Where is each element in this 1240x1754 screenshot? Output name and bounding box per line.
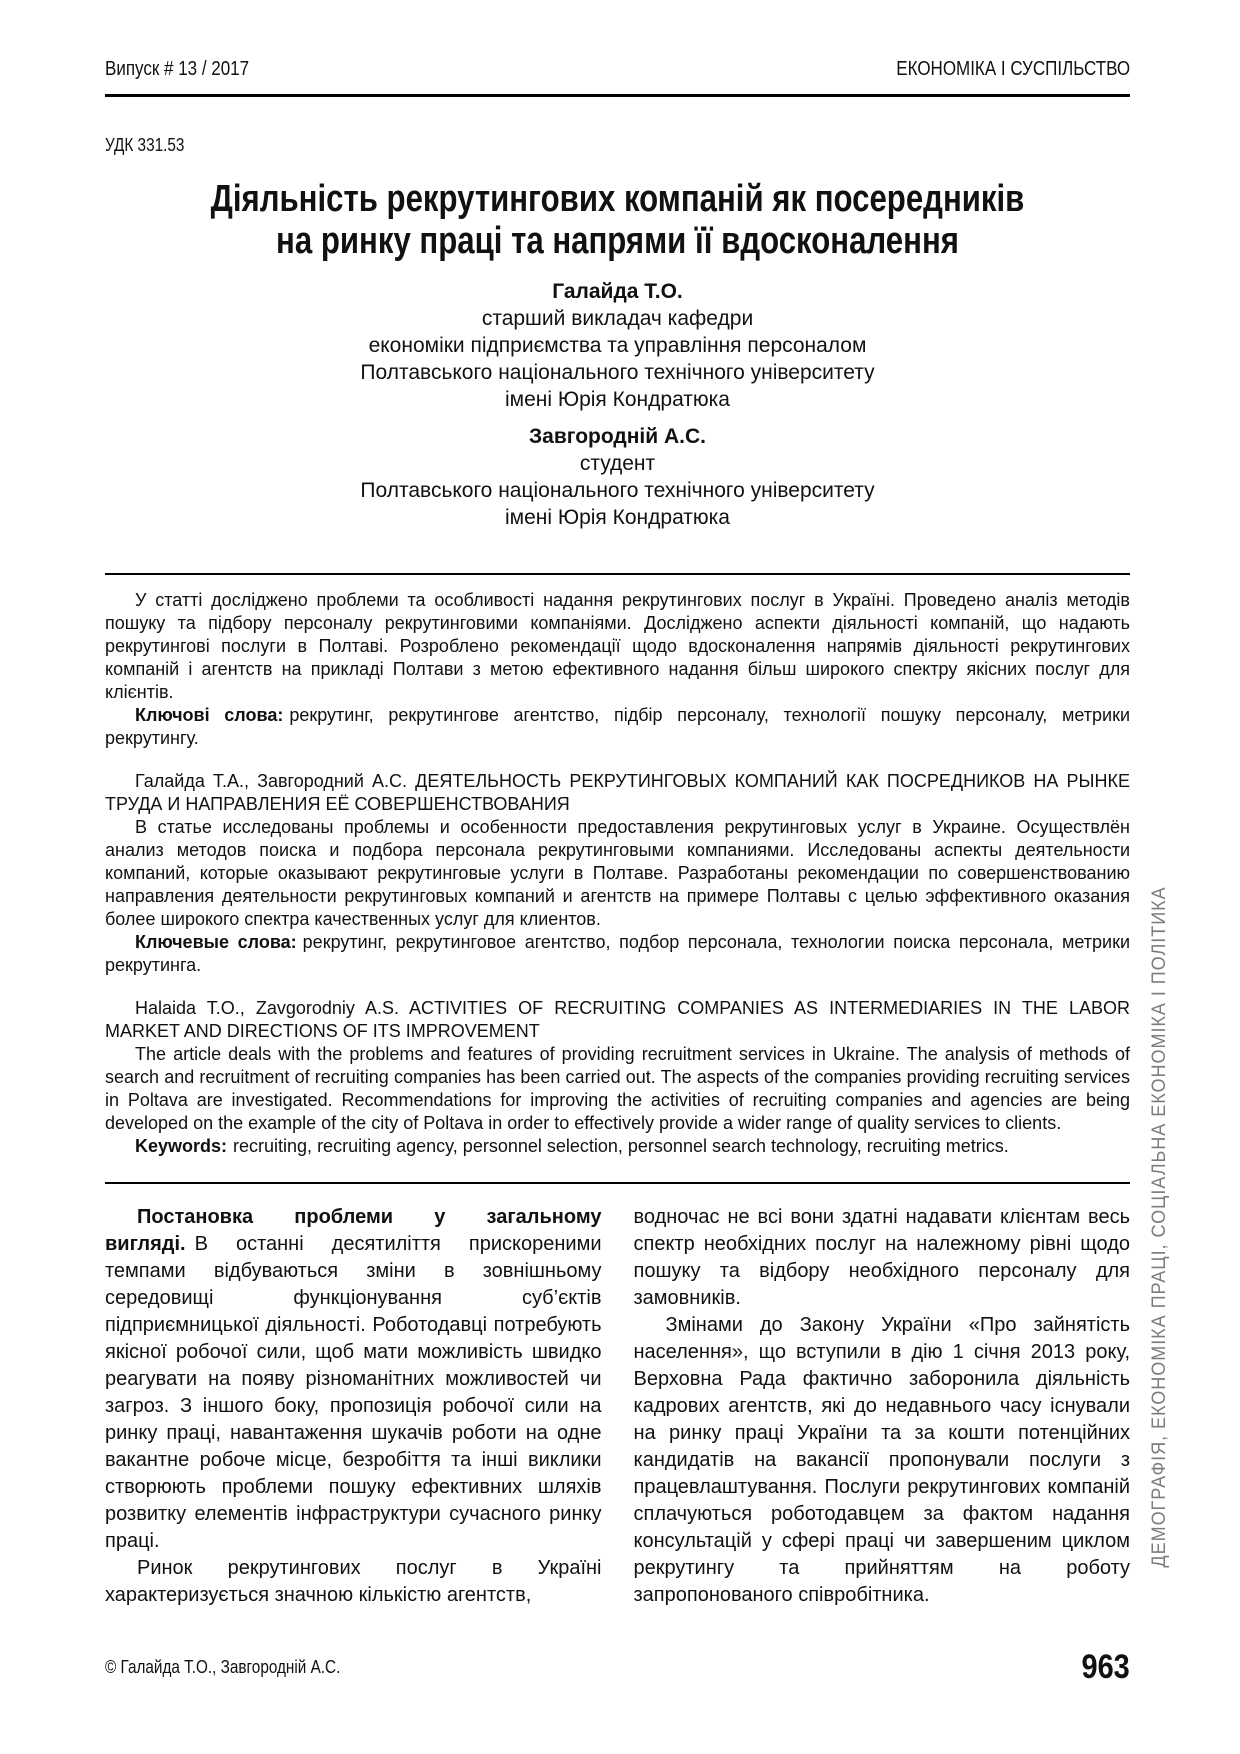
body-right-column <box>634 1204 1131 1609</box>
paragraph-1-lead: Постановка проблеми у загальному вигляді. <box>105 1206 602 1255</box>
abstract-uk-keywords <box>105 704 1130 750</box>
abstract-en-keywords <box>105 1135 1130 1158</box>
abstract-en-text: The article deals with the problems and features of providing recruitment services in Ukraine. The analysis of methods of search and recruitment of recruiting companies has been carried out. The aspects of the companies providing recruiting services in Poltava are investigated. Recommendations for improving the activities of recruiting companies and agencies are being developed on the example of the city of Poltava in order to effectively provide a wider range of quality services to clients. <box>105 1044 1130 1133</box>
authors-block <box>105 278 1130 531</box>
issue-label: Випуск # 13 / 2017 <box>105 58 250 80</box>
abstract-ru-keywords-label: Ключевые слова: <box>135 932 297 952</box>
copyright-text: © Галайда Т.О., Завгородній А.С. <box>105 1657 341 1677</box>
abstract-uk-text: У статті досліджено проблеми та особливості надання рекрутингових послуг в Україні. Проведено аналіз методів пошуку та підбору персоналу рекрутинговими компаніями. Досліджено аспекти діяльності компаній, що надають рекрутингові послуги в Полтаві. Розроблено рекомендації щодо вдосконалення напрямів діяльності рекрутингових компаній і агентств на прикладі Полтави з метою ефективного надання більш широкого спектру якісних послуг для клієнтів. <box>105 590 1130 702</box>
author-2-affiliation-line: Полтавського національного технічного університету <box>360 479 875 502</box>
abstract-uk-keywords-label: Ключові слова: <box>135 705 284 725</box>
body-top-rule <box>105 1182 1130 1184</box>
article-title <box>197 178 1038 262</box>
paragraph-1-text: В останні десятиліття прискореними темпами відбуваються зміни в зовнішньому середовищі функціонування суб’єктів підприємницької діяльності. Роботодавці потребують якісної робочої сили, щоб мати можливість швидко реагувати на появу різноманітних можливостей чи загроз. З іншого боку, пропозиція робочої сили на ринку праці, навантаження шукачів роботи на одне вакантне робоче місце, безробіття та інші виклики створюють проблеми пошуку ефективних шляхів розвитку елементів інфраструктури сучасного ринку праці. <box>105 1233 602 1552</box>
article-title-line2: на ринку праці та напрями її вдосконалення <box>276 220 959 262</box>
abstract-en-keywords-label: Keywords: <box>135 1136 228 1156</box>
abstract-en-heading: Halaida T.O., Zavgorodniy A.S. ACTIVITIES OF RECRUITING COMPANIES AS INTERMEDIARIES IN THE LABOR MARKET AND DIRECTIONS OF ITS IMPROVEMENT <box>105 998 1130 1041</box>
author-2-affiliation-line: студент <box>579 452 656 475</box>
abstract-russian <box>105 770 1130 977</box>
abstract-ukrainian <box>105 589 1130 750</box>
article-body <box>105 1204 1130 1609</box>
udc-code <box>105 135 1130 156</box>
author-2-affiliation-line: імені Юрія Кондратюка <box>504 506 730 529</box>
header-rule <box>105 94 1130 97</box>
abstract-ru-heading: Галайда Т.А., Завгородний А.С. ДЕЯТЕЛЬНОСТЬ РЕКРУТИНГОВЫХ КОМПАНИЙ КАК ПОСРЕДНИКОВ НА РЫНКЕ ТРУДА И НАПРАВЛЕНИЯ ЕЁ СОВЕРШЕНСТВОВАНИЯ <box>105 771 1130 814</box>
body-paragraph-2-continuation: водночас не всі вони здатні надавати клієнтам весь спектр необхідних послуг на належному рівні щодо пошуку та відбору необхідного персоналу для замовників. <box>633 1206 1130 1309</box>
abstract-en-keywords-list: recruiting, recruiting agency, personnel selection, personnel search technology, recruiting metrics. <box>233 1136 1009 1156</box>
section-sidebar <box>1138 862 1182 1592</box>
body-paragraph-2-start: Ринок рекрутингових послуг в Україні характеризується значною кількістю агентств, <box>105 1557 602 1606</box>
abstract-english <box>105 997 1130 1158</box>
page-footer <box>105 1648 1130 1687</box>
page-header <box>105 0 1130 81</box>
abstract-ru-text: В статье исследованы проблемы и особенности предоставления рекрутинговых услуг в Украине. Осуществлён анализ методов поиска и подбора персонала рекрутинговыми компаниями. Исследованы аспекты деятельности компаний, которые оказывают рекрутинговые услуги в Полтаве. Разработаны рекомендации по совершенствованию направления деятельности рекрутинговых компаний и агентств на примере Полтавы с целью эффективного оказания более широкого спектра качественных услуг для клиентов. <box>105 817 1130 929</box>
copyright-note <box>105 1657 382 1678</box>
abstract-top-rule <box>105 573 1130 575</box>
page-number-text: 963 <box>1081 1648 1130 1686</box>
abstract-uk-keywords-list: рекрутинг, рекрутингове агентство, підбір персоналу, технології пошуку персоналу, метрики рекрутингу. <box>105 705 1131 748</box>
body-paragraph-1 <box>105 1204 602 1555</box>
journal-name: ЕКОНОМІКА І СУСПІЛЬСТВО <box>896 58 1130 80</box>
author-1-affiliation-line: старший викладач кафедри <box>481 307 754 330</box>
body-left-column <box>105 1204 602 1609</box>
author-1-affiliation-line: імені Юрія Кондратюка <box>504 388 730 411</box>
author-1-name: Галайда Т.О. <box>552 280 683 303</box>
article-title-line1: Діяльність рекрутингових компаній як посередників <box>210 178 1025 220</box>
author-1-affiliation-line: економіки підприємства та управління персоналом <box>368 334 867 357</box>
page-number <box>1073 1648 1130 1687</box>
author-2-name: Завгородній А.С. <box>528 425 706 448</box>
section-sidebar-label: ДЕМОГРАФІЯ, ЕКОНОМІКА ПРАЦІ, СОЦІАЛЬНА ЕКОНОМІКА І ПОЛІТИКА <box>1149 886 1170 1568</box>
udc-code-text: УДК 331.53 <box>105 135 185 155</box>
abstract-ru-keywords-list: рекрутинг, рекрутинговое агентство, подбор персонала, технологии поиска персонала, метрики рекрутинга. <box>105 932 1130 975</box>
author-1-affiliation-line: Полтавського національного технічного університету <box>360 361 875 384</box>
body-paragraph-3: Змінами до Закону України «Про зайнятість населення», що вступили в дію 1 січня 2013 року, Верховна Рада фактично заборонила діяльність кадрових агентств, які до недавнього часу існували на ринку праці України та за кошти потенційних кандидатів на вакансії пропонували послуги з працевлаштування. Послуги рекрутингових компаній сплачуються роботодавцем за фактом надання консультацій у сфері праці чи завершеним циклом рекрутингу та прийняттям на роботу запропонованого співробітника. <box>633 1314 1130 1606</box>
abstract-ru-keywords <box>105 931 1130 977</box>
